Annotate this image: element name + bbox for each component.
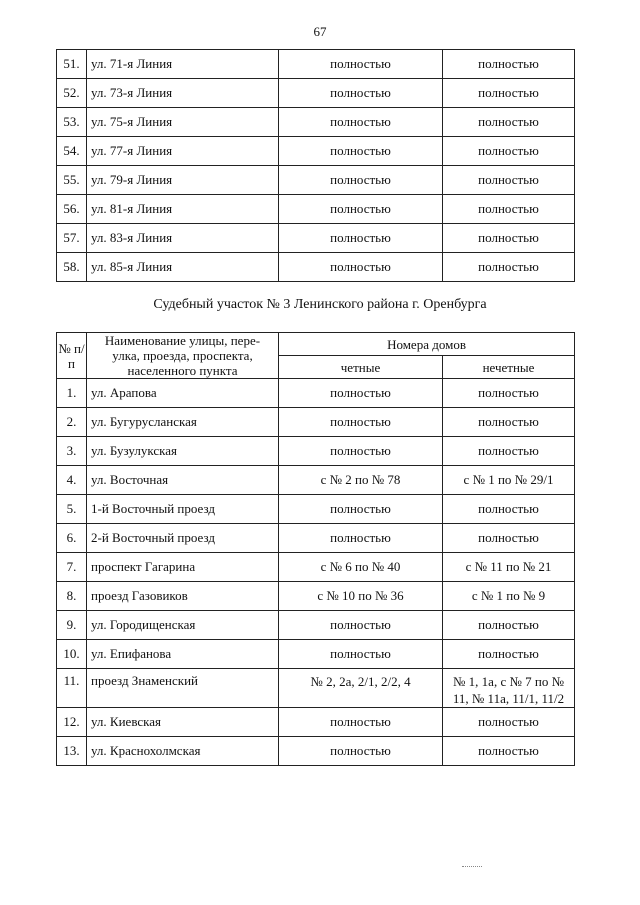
table-row	[57, 669, 575, 708]
odd-houses: полностью	[443, 408, 575, 437]
header-number: № п/п	[57, 333, 87, 379]
row-number: 10.	[57, 640, 87, 669]
row-number: 9.	[57, 611, 87, 640]
even-houses: полностью	[279, 495, 443, 524]
row-number: 3.	[57, 437, 87, 466]
even-houses: полностью	[279, 640, 443, 669]
street-name: ул. 83-я Линия	[87, 224, 279, 253]
street-name: ул. Краснохолмская	[87, 737, 279, 766]
odd-houses: полностью	[443, 737, 575, 766]
row-number: 55.	[57, 166, 87, 195]
even-houses: полностью	[279, 253, 443, 282]
street-name: ул. 81-я Линия	[87, 195, 279, 224]
street-name: проезд Знаменский	[87, 669, 279, 708]
row-number: 56.	[57, 195, 87, 224]
even-houses: полностью	[279, 379, 443, 408]
streets-table	[56, 332, 575, 766]
section-title: Судебный участок № 3 Ленинского района г. Оренбурга	[153, 297, 487, 312]
odd-houses: полностью	[443, 495, 575, 524]
odd-houses: полностью	[443, 437, 575, 466]
even-houses: полностью	[279, 708, 443, 737]
odd-houses: полностью	[443, 640, 575, 669]
row-number: 4.	[57, 466, 87, 495]
header-street-name: Наименование улицы, пере-улка, проезда, проспекта, населенного пункта	[87, 333, 279, 379]
row-number: 5.	[57, 495, 87, 524]
row-number: 58.	[57, 253, 87, 282]
street-name: ул. 79-я Линия	[87, 166, 279, 195]
table-row	[57, 737, 575, 766]
odd-houses: полностью	[443, 253, 575, 282]
even-houses: полностью	[279, 195, 443, 224]
table-row	[57, 166, 575, 195]
even-houses: с № 2 по № 78	[279, 466, 443, 495]
street-name: 2-й Восточный проезд	[87, 524, 279, 553]
even-houses: полностью	[279, 524, 443, 553]
street-name: ул. 75-я Линия	[87, 108, 279, 137]
street-name: 1-й Восточный проезд	[87, 495, 279, 524]
street-name: ул. Бугурусланская	[87, 408, 279, 437]
header-house-numbers: Номера домов	[279, 333, 575, 356]
even-houses: полностью	[279, 166, 443, 195]
row-number: 1.	[57, 379, 87, 408]
street-name: ул. 85-я Линия	[87, 253, 279, 282]
header-even: четные	[279, 356, 443, 379]
odd-houses: полностью	[443, 50, 575, 79]
even-houses: полностью	[279, 79, 443, 108]
street-name: проезд Газовиков	[87, 582, 279, 611]
table-row	[57, 553, 575, 582]
odd-houses: полностью	[443, 195, 575, 224]
row-number: 12.	[57, 708, 87, 737]
odd-houses: полностью	[443, 611, 575, 640]
row-number: 51.	[57, 50, 87, 79]
even-houses: полностью	[279, 408, 443, 437]
odd-houses: с № 11 по № 21	[443, 553, 575, 582]
even-houses: полностью	[279, 108, 443, 137]
header-odd: нечетные	[443, 356, 575, 379]
street-name: ул. Бузулукская	[87, 437, 279, 466]
row-number: 54.	[57, 137, 87, 166]
table-row	[57, 437, 575, 466]
odd-houses: с № 1 по № 9	[443, 582, 575, 611]
street-name: ул. Арапова	[87, 379, 279, 408]
odd-houses: № 1, 1а, с № 7 по № 11, № 11а, 11/1, 11/2	[443, 669, 575, 708]
table-row	[57, 224, 575, 253]
even-houses: полностью	[279, 224, 443, 253]
row-number: 11.	[57, 669, 87, 708]
table-header-row	[57, 333, 575, 356]
table-row	[57, 408, 575, 437]
street-name: ул. 71-я Линия	[87, 50, 279, 79]
odd-houses: полностью	[443, 224, 575, 253]
table-row	[57, 466, 575, 495]
table-row	[57, 379, 575, 408]
odd-houses: полностью	[443, 708, 575, 737]
street-name: ул. Епифанова	[87, 640, 279, 669]
even-houses: полностью	[279, 50, 443, 79]
page-number: 67	[313, 24, 327, 39]
odd-houses: полностью	[443, 79, 575, 108]
even-houses: полностью	[279, 437, 443, 466]
odd-houses: полностью	[443, 379, 575, 408]
street-name: ул. 73-я Линия	[87, 79, 279, 108]
row-number: 52.	[57, 79, 87, 108]
table-row	[57, 524, 575, 553]
odd-houses: полностью	[443, 137, 575, 166]
row-number: 6.	[57, 524, 87, 553]
street-name: ул. 77-я Линия	[87, 137, 279, 166]
table-row	[57, 582, 575, 611]
row-number: 53.	[57, 108, 87, 137]
street-name: ул. Городищенская	[87, 611, 279, 640]
table-row	[57, 708, 575, 737]
table-row	[57, 611, 575, 640]
row-number: 13.	[57, 737, 87, 766]
row-number: 7.	[57, 553, 87, 582]
odd-houses: с № 1 по № 29/1	[443, 466, 575, 495]
odd-houses: полностью	[443, 108, 575, 137]
even-houses: с № 10 по № 36	[279, 582, 443, 611]
street-name: ул. Киевская	[87, 708, 279, 737]
odd-houses: полностью	[443, 166, 575, 195]
street-name: проспект Гагарина	[87, 553, 279, 582]
even-houses: № 2, 2а, 2/1, 2/2, 4	[279, 669, 443, 708]
odd-houses: полностью	[443, 524, 575, 553]
table-row	[57, 50, 575, 79]
row-number: 8.	[57, 582, 87, 611]
row-number: 57.	[57, 224, 87, 253]
streets-table-continued	[56, 49, 575, 282]
table-row	[57, 195, 575, 224]
table-row	[57, 137, 575, 166]
even-houses: полностью	[279, 137, 443, 166]
table-row	[57, 640, 575, 669]
table-row	[57, 79, 575, 108]
street-name: ул. Восточная	[87, 466, 279, 495]
even-houses: полностью	[279, 737, 443, 766]
scan-mark	[462, 866, 482, 869]
even-houses: полностью	[279, 611, 443, 640]
even-houses: с № 6 по № 40	[279, 553, 443, 582]
row-number: 2.	[57, 408, 87, 437]
table-row	[57, 495, 575, 524]
table-row	[57, 108, 575, 137]
table-row	[57, 253, 575, 282]
